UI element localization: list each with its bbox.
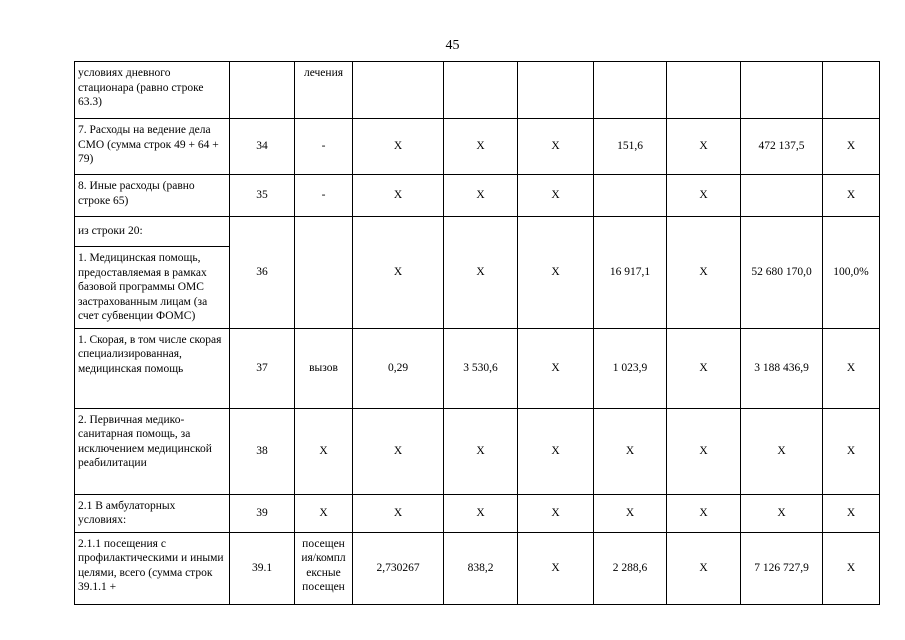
cell-c4: 2,730267 — [353, 532, 444, 604]
cell-c6: X — [518, 328, 594, 408]
cell-c7: 16 917,1 — [594, 217, 667, 329]
table-row — [75, 217, 880, 247]
row-label: из строки 20: — [75, 217, 230, 247]
row-label: условиях дневного стационара (равно строке 63.3) — [75, 62, 230, 119]
cell-c4: 0,29 — [353, 328, 444, 408]
cell-c10: X — [823, 532, 880, 604]
cell-c5: X — [444, 119, 518, 175]
cell-c9: 3 188 436,9 — [741, 328, 823, 408]
cell-line: 39 — [230, 494, 295, 532]
cell-c4 — [353, 62, 444, 119]
cell-c9: X — [741, 494, 823, 532]
cell-line: 35 — [230, 175, 295, 217]
row-label: 2. Первичная медико-санитарная помощь, за исключением медицинской реабилитации — [75, 408, 230, 494]
cell-c8: X — [667, 494, 741, 532]
cell-line: 34 — [230, 119, 295, 175]
cell-c6: X — [518, 175, 594, 217]
table-row — [75, 175, 880, 217]
cell-line: 38 — [230, 408, 295, 494]
cell-c10: X — [823, 494, 880, 532]
cell-unit: лечения — [295, 62, 353, 119]
cell-line: 39.1 — [230, 532, 295, 604]
cell-c8: X — [667, 328, 741, 408]
cell-c9 — [741, 175, 823, 217]
cell-unit: X — [295, 494, 353, 532]
cell-c9: 52 680 170,0 — [741, 217, 823, 329]
cell-line — [230, 62, 295, 119]
cell-c8 — [667, 62, 741, 119]
cell-c9: 472 137,5 — [741, 119, 823, 175]
cell-c7: 1 023,9 — [594, 328, 667, 408]
cell-unit: X — [295, 408, 353, 494]
cell-line: 36 — [230, 217, 295, 329]
table-row — [75, 408, 880, 494]
table-body — [75, 62, 880, 605]
cell-c5: X — [444, 175, 518, 217]
table-row — [75, 328, 880, 408]
cell-unit: - — [295, 119, 353, 175]
cell-c5: X — [444, 408, 518, 494]
cell-c5: X — [444, 217, 518, 329]
cell-c6 — [518, 62, 594, 119]
cell-c9: 7 126 727,9 — [741, 532, 823, 604]
cell-c10: X — [823, 175, 880, 217]
cell-c4: X — [353, 175, 444, 217]
cell-unit — [295, 217, 353, 329]
row-label: 1. Скорая, в том числе скорая специализированная, медицинская помощь — [75, 328, 230, 408]
cell-unit: - — [295, 175, 353, 217]
cell-c6: X — [518, 494, 594, 532]
cell-c7: 151,6 — [594, 119, 667, 175]
financing-table — [74, 61, 880, 605]
cell-unit: посещен ия/компл ексные посещен — [295, 532, 353, 604]
cell-c10: 100,0% — [823, 217, 880, 329]
cell-unit: вызов — [295, 328, 353, 408]
cell-c5: 3 530,6 — [444, 328, 518, 408]
cell-c10: X — [823, 119, 880, 175]
cell-c8: X — [667, 408, 741, 494]
page-number: 45 — [445, 38, 460, 53]
row-label: 2.1.1 посещения с профилактическими и иными целями, всего (сумма строк 39.1.1 + — [75, 532, 230, 604]
cell-c10: X — [823, 408, 880, 494]
table-row — [75, 119, 880, 175]
cell-c5: X — [444, 494, 518, 532]
cell-c4: X — [353, 494, 444, 532]
cell-c10: X — [823, 328, 880, 408]
row-label: 8. Иные расходы (равно строке 65) — [75, 175, 230, 217]
cell-c9 — [741, 62, 823, 119]
cell-c6: X — [518, 532, 594, 604]
cell-c4: X — [353, 217, 444, 329]
cell-c6: X — [518, 119, 594, 175]
cell-c7 — [594, 62, 667, 119]
cell-c8: X — [667, 119, 741, 175]
table-row — [75, 532, 880, 604]
table-row — [75, 62, 880, 119]
cell-c7: 2 288,6 — [594, 532, 667, 604]
row-label: 1. Медицинская помощь, предоставляемая в рамках базовой программы ОМС застрахованным лицам (за счет субвенции ФОМС) — [75, 247, 230, 329]
cell-c6: X — [518, 217, 594, 329]
cell-c5 — [444, 62, 518, 119]
table-row — [75, 494, 880, 532]
cell-c7 — [594, 175, 667, 217]
cell-c10 — [823, 62, 880, 119]
cell-c8: X — [667, 217, 741, 329]
cell-c4: X — [353, 408, 444, 494]
cell-c7: X — [594, 408, 667, 494]
row-label: 2.1 В амбулаторных условиях: — [75, 494, 230, 532]
cell-c8: X — [667, 532, 741, 604]
cell-c8: X — [667, 175, 741, 217]
cell-c6: X — [518, 408, 594, 494]
cell-c9: X — [741, 408, 823, 494]
cell-line: 37 — [230, 328, 295, 408]
row-label: 7. Расходы на ведение дела СМО (сумма строк 49 + 64 + 79) — [75, 119, 230, 175]
cell-c4: X — [353, 119, 444, 175]
cell-c5: 838,2 — [444, 532, 518, 604]
cell-c7: X — [594, 494, 667, 532]
